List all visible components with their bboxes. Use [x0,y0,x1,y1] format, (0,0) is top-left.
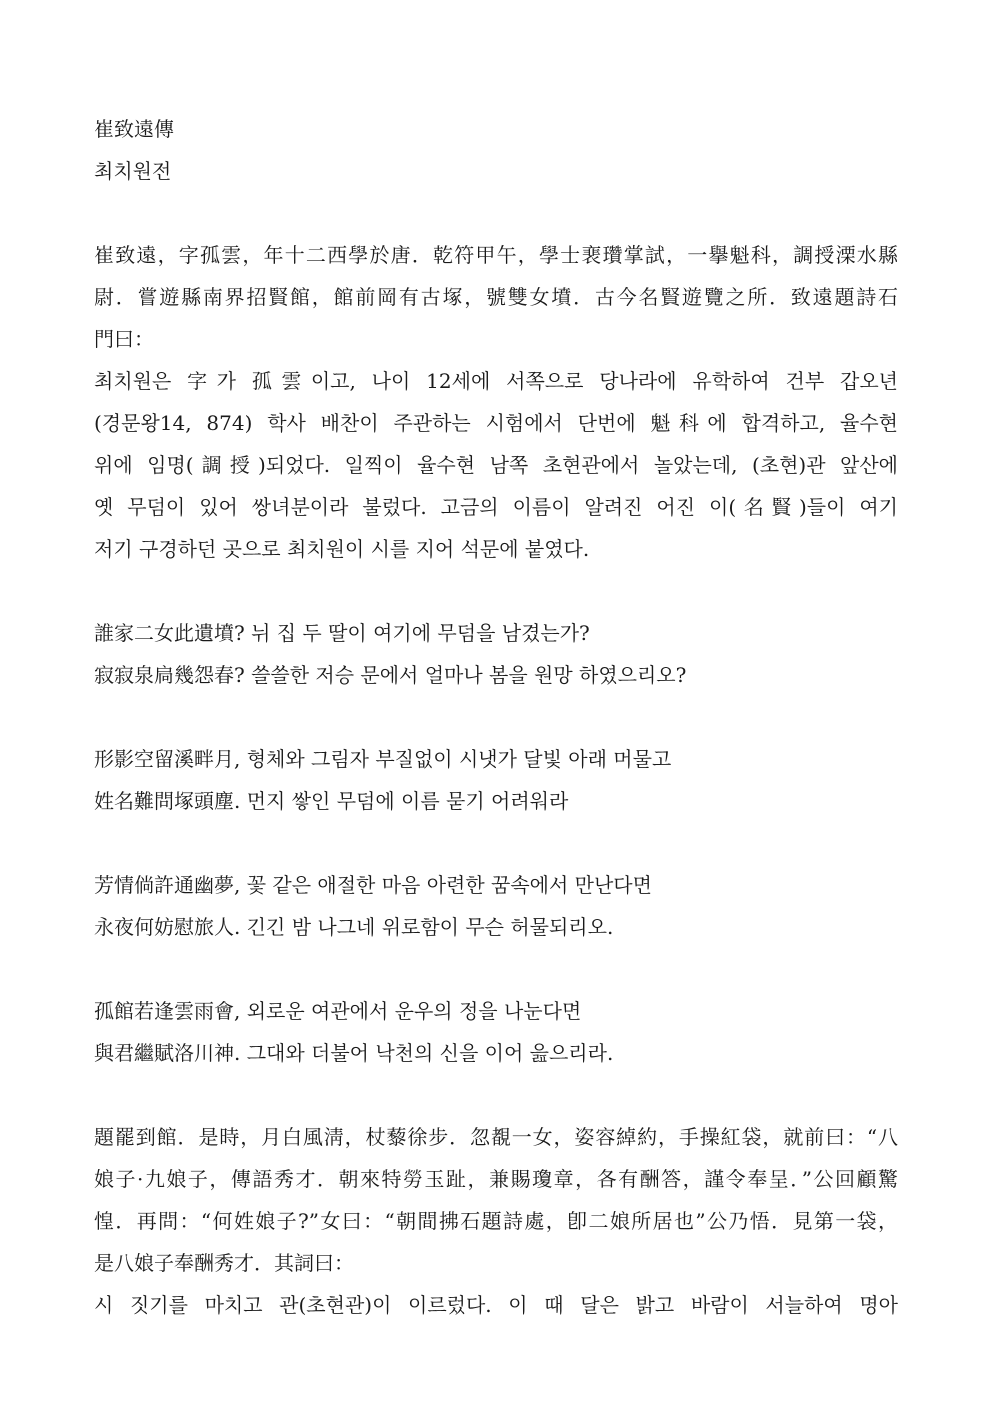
text-line: 옛 무덤이 있어 쌍녀분이라 불렀다. 고금의 이름이 알려진 어진 이(名賢)들이 여기 [94,495,898,519]
text-line: 시 짓기를 마치고 관(초현관)이 이르렀다. 이 때 달은 밝고 바람이 서늘하여 명아 [94,1293,898,1317]
text-line: 題罷到館．是時，月白風淸，杖藜徐步．忽覩一女，姿容綽約，手操紅袋，就前曰：“八 [94,1125,898,1149]
text-line: 저기 구경하던 곳으로 최치원이 시를 지어 석문에 붙였다. [94,537,590,561]
poem-line: 孤館若逢雲雨會, 외로운 여관에서 운우의 정을 나눈다면 [94,999,582,1023]
blank-line [94,1074,898,1116]
intro-korean-paragraph [94,360,898,570]
title-hangul: 최치원전 [94,159,172,183]
poem-line: 永夜何妨慰旅人. 긴긴 밤 나그네 위로함이 무슨 허물되리오. [94,915,614,939]
poem-line: 形影空留溪畔月, 형체와 그림자 부질없이 시냇가 달빛 아래 머물고 [94,747,672,771]
text-line: 是八娘子奉酬秀才．其詞曰： [94,1251,354,1275]
poem-stanza-4 [94,990,898,1074]
intro-hanja-paragraph [94,234,898,360]
poem-line: 芳情倘許通幽夢, 꽃 같은 애절한 마음 아련한 꿈속에서 만난다면 [94,873,652,897]
blank-line [94,696,898,738]
text-line: (경문왕14, 874) 학사 배찬이 주관하는 시험에서 단번에 魁科에 합격하고, 율수현 [94,411,898,435]
poem-line: 寂寂泉扃幾怨春? 쓸쓸한 저승 문에서 얼마나 봄을 원망 하였으리오? [94,663,687,687]
title-hanja: 崔致遠傳 [94,117,174,141]
poem-stanza-3 [94,864,898,948]
text-line: 崔致遠，字孤雲，年十二西學於唐．乾符甲午，學士裵瓚掌試，一擧魁科，調授溧水縣 [94,243,898,267]
blank-line [94,948,898,990]
text-line: 惶．再問：“何姓娘子?”女曰：“朝間拂石題詩處，卽二娘所居也”公乃悟．見第一袋， [94,1209,898,1233]
text-line: 최치원은 字가 孤雲이고, 나이 12세에 서쪽으로 당나라에 유학하여 건부 갑오년 [94,369,898,393]
blank-line [94,570,898,612]
text-line: 娘子·九娘子，傳語秀才．朝來特勞玉趾，兼賜瓊章，各有酬答，謹令奉呈．”公回顧驚 [94,1167,898,1191]
text-line: 門曰： [94,327,154,351]
blank-line [94,822,898,864]
poem-stanza-1 [94,612,898,696]
poem-stanza-2 [94,738,898,822]
document-page [94,108,898,1326]
poem-line: 姓名難問塚頭塵. 먼지 쌓인 무덤에 이름 묻기 어려워라 [94,789,569,813]
story-hanja-paragraph [94,1116,898,1284]
text-line: 위에 임명(調授)되었다. 일찍이 율수현 남쪽 초현관에서 놀았는데, (초현)관 앞산에 [94,453,898,477]
poem-line: 誰家二女此遺墳? 뉘 집 두 딸이 여기에 무덤을 남겼는가? [94,621,590,645]
story-korean-paragraph [94,1284,898,1326]
poem-line: 與君繼賦洛川神. 그대와 더불어 낙천의 신을 이어 읊으리라. [94,1041,614,1065]
blank-line [94,192,898,234]
text-line: 尉．嘗遊縣南界招賢館，館前岡有古塚，號雙女墳．古今名賢遊覽之所．致遠題詩石 [94,285,898,309]
